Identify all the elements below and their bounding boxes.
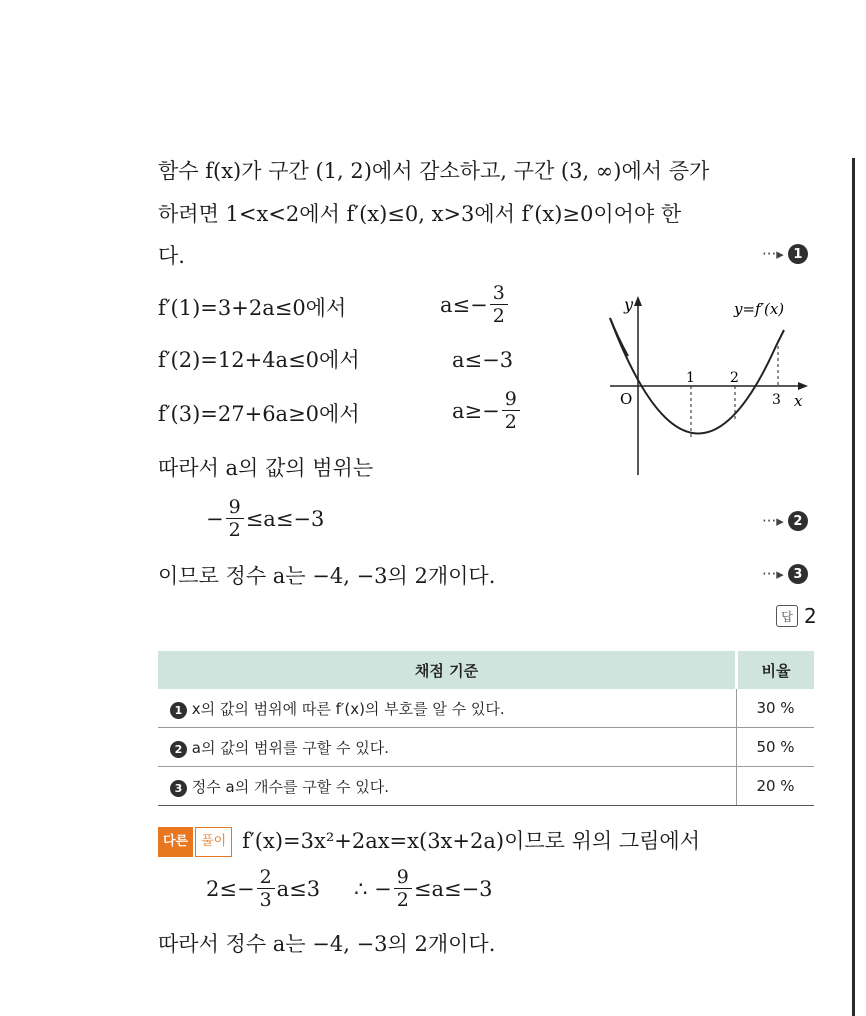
step-marker-3 (762, 564, 808, 584)
table-row (158, 728, 814, 767)
table-row (158, 767, 814, 806)
criteria-text: a의 값의 범위를 구할 수 있다. (191, 738, 389, 757)
fraction-numerator: 9 (502, 388, 520, 411)
alt-tag-main: 다른 (158, 827, 193, 857)
answer-icon: 답 (776, 605, 798, 627)
criteria-number-1-icon: 1 (170, 702, 187, 719)
parabola-left-tail (610, 318, 628, 356)
ratio-cell: 20 % (737, 767, 815, 806)
alt-solution-line-2 (206, 866, 493, 911)
equation-2-left: f′(2)=12+4a≤0에서 (158, 348, 360, 372)
fraction-numerator: 9 (394, 866, 412, 889)
marker-arrow: ···▸ (762, 565, 784, 583)
table-header-row (158, 651, 814, 689)
alt-solution-text: f′(x)=3x²+2ax=x(3x+2a)이므로 위의 그림에서 (242, 828, 700, 853)
ratio-cell: 30 % (737, 689, 815, 728)
fraction-denominator: 2 (492, 305, 505, 327)
fraction-9-over-2-range (226, 496, 244, 541)
fraction-9-over-2-alt (394, 866, 412, 911)
conclusion-line: 이므로 정수 a는 −4, −3의 2개이다. (158, 564, 496, 588)
alt-ineq-left: 2≤− (206, 876, 255, 901)
fraction-denominator: 2 (504, 411, 517, 433)
alt-solution-line-3: 따라서 정수 a는 −4, −3의 2개이다. (158, 932, 496, 956)
criteria-text: 정수 a의 개수를 구할 수 있다. (191, 777, 389, 796)
criteria-number-3-icon: 3 (170, 780, 187, 797)
ratio-cell: 50 % (737, 728, 815, 767)
alt-solution-tag (158, 824, 232, 857)
header-ratio: 비율 (737, 651, 815, 689)
equation-1-inequality: a≤− (440, 292, 488, 317)
origin-label: O (620, 390, 633, 408)
range-intro: 따라서 a의 값의 범위는 (158, 456, 374, 480)
tick-label-1: 1 (686, 370, 695, 386)
solution-line-1: 함수 f(x)가 구간 (1, 2)에서 감소하고, 구간 (3, ∞)에서 증가 (158, 159, 710, 183)
equation-3-left: f′(3)=27+6a≥0에서 (158, 402, 360, 426)
fraction-3-over-2 (490, 282, 508, 327)
equation-3-inequality: a≥− (452, 398, 500, 423)
therefore-symbol: ∴ − (354, 876, 392, 901)
equation-3-right (452, 388, 522, 433)
parabola-curve (610, 318, 784, 433)
equation-2-right: a≤−3 (452, 348, 514, 372)
step-number-1-icon: 1 (788, 244, 808, 264)
y-axis-arrow-icon (634, 296, 642, 306)
equation-1-left: f′(1)=3+2a≤0에서 (158, 296, 347, 320)
range-minus: − (206, 506, 224, 531)
range-expression (206, 496, 324, 541)
curve-label: y=f′(x) (734, 300, 785, 318)
scoring-table (158, 651, 814, 806)
criteria-cell (158, 767, 737, 806)
range-inequality: ≤a≤−3 (245, 506, 325, 531)
alt-ineq-mid: a≤3 (276, 876, 321, 901)
answer-value: 2 (804, 604, 817, 628)
step-number-2-icon: 2 (788, 511, 808, 531)
step-marker-1 (762, 244, 808, 264)
step-marker-2 (762, 511, 808, 531)
equation-1-right (440, 282, 510, 327)
criteria-number-2-icon: 2 (170, 741, 187, 758)
alt-ineq-right: ≤a≤−3 (413, 876, 493, 901)
solution-line-2: 하려면 1<x<2에서 f′(x)≤0, x>3에서 f′(x)≥0이어야 한 (158, 202, 682, 226)
marker-arrow: ···▸ (762, 512, 784, 530)
alt-tag-sub: 풀이 (195, 827, 232, 857)
y-axis-label: y (624, 295, 634, 314)
fraction-9-over-2 (502, 388, 520, 433)
fraction-2-over-3 (257, 866, 275, 911)
fraction-numerator: 2 (257, 866, 275, 889)
fraction-denominator: 2 (396, 889, 409, 911)
table-row (158, 689, 814, 728)
x-axis-label: x (794, 392, 803, 410)
header-criteria: 채점 기준 (158, 651, 737, 689)
alt-solution-line-1 (158, 824, 700, 857)
criteria-text: x의 값의 범위에 따른 f′(x)의 부호를 알 수 있다. (191, 699, 505, 718)
marker-arrow: ···▸ (762, 245, 784, 263)
tick-label-3: 3 (772, 392, 781, 408)
fraction-denominator: 2 (228, 519, 241, 541)
step-number-3-icon: 3 (788, 564, 808, 584)
answer (776, 604, 817, 628)
x-axis-arrow-icon (798, 382, 808, 390)
fraction-numerator: 3 (490, 282, 508, 305)
fraction-denominator: 3 (259, 889, 272, 911)
page-border-line (852, 158, 855, 1016)
criteria-cell (158, 689, 737, 728)
tick-label-2: 2 (730, 370, 739, 386)
derivative-graph (598, 290, 828, 480)
fraction-numerator: 9 (226, 496, 244, 519)
criteria-cell (158, 728, 737, 767)
solution-line-3: 다. (158, 244, 185, 268)
